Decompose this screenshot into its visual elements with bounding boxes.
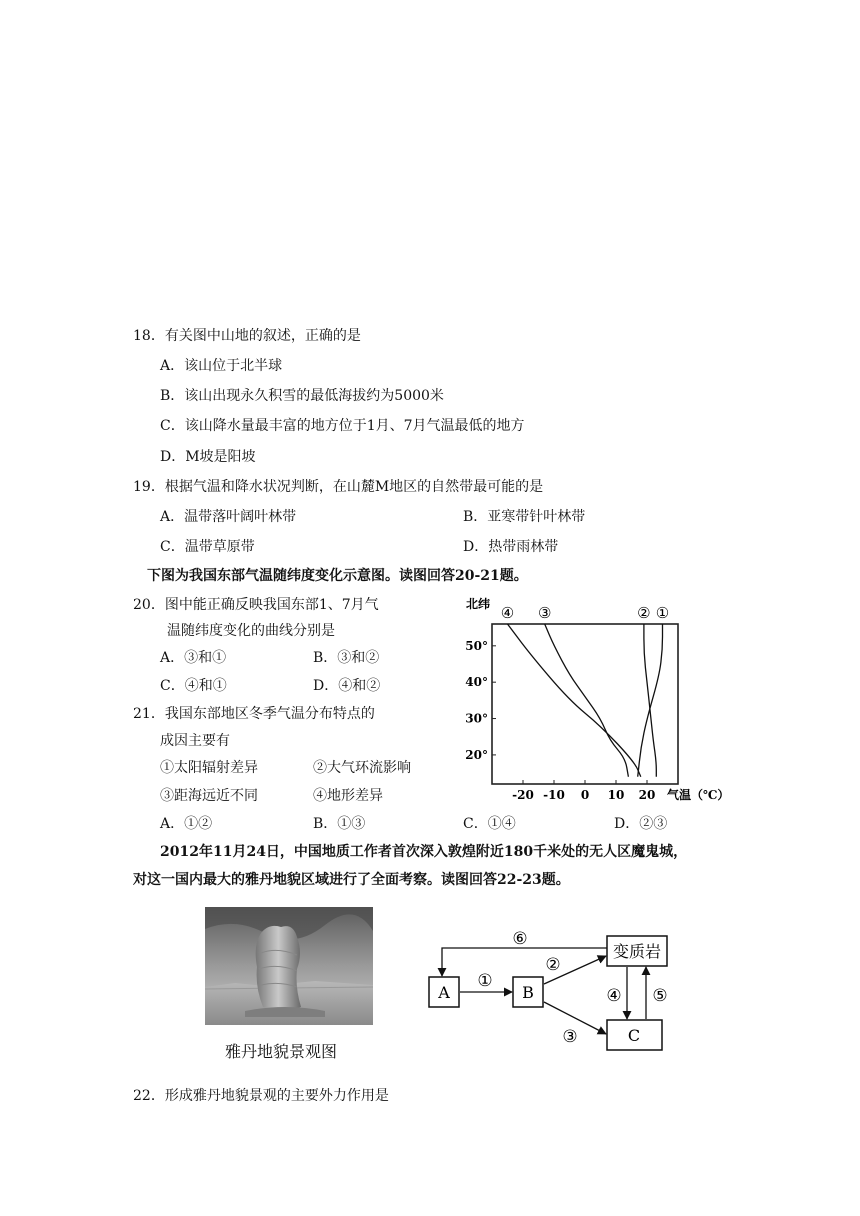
photo-caption: 雅丹地貌景观图: [225, 1042, 338, 1061]
chart-y-axis-label: 北纬: [466, 597, 491, 611]
series-line-2: [545, 624, 629, 777]
intro-22-23-line1: 2012年11月24日，中国地质工作者首次深入敦煌附近180千米处的无人区魔鬼城，: [160, 844, 688, 860]
q21-choice-1: ①太阳辐射差异: [160, 760, 258, 776]
x-tick-label-1: -10: [543, 788, 565, 802]
q20-option-b: B．③和②: [313, 650, 380, 666]
series-label-4: ①: [655, 604, 670, 622]
chart-frame: [492, 624, 678, 784]
q21-choice-2: ②大气环流影响: [313, 760, 411, 776]
q20-option-c: C．④和①: [160, 678, 227, 694]
arrow-4-label: ④: [606, 986, 622, 1006]
q21-choice-3: ③距海远近不同: [160, 788, 258, 804]
node-c-label: C: [627, 1026, 641, 1045]
x-tick-label-4: 20: [638, 788, 656, 802]
yardang-landform-photo: [205, 907, 373, 1025]
q21-option-b: B．①③: [313, 816, 366, 832]
q21-option-c: C．①④: [463, 816, 516, 832]
y-tick-label-1: 30°: [465, 711, 488, 726]
node-metamorphic-label: 变质岩: [612, 942, 662, 961]
q19-option-b: B．亚寒带针叶林带: [463, 509, 586, 525]
arrow-1-label: ①: [477, 971, 493, 991]
node-b-label: B: [522, 983, 534, 1002]
q19-stem: 19．根据气温和降水状况判断，在山麓M地区的自然带最可能的是: [133, 479, 544, 495]
q21-stem-line1: 21．我国东部地区冬季气温分布特点的: [133, 706, 375, 722]
y-tick-label-0: 20°: [465, 747, 488, 762]
q20-stem-line1: 20．图中能正确反映我国东部1、7月气: [133, 597, 379, 613]
q20-stem-line2: 温随纬度变化的曲线分别是: [167, 623, 335, 639]
q20-option-d: D．④和②: [313, 678, 381, 694]
node-a-label: A: [438, 983, 450, 1002]
q20-option-a: A．③和①: [160, 650, 227, 666]
temperature-latitude-chart: [455, 596, 730, 806]
q18-stem: 18．有关图中山地的叙述，正确的是: [133, 328, 361, 344]
rock-cycle-diagram: [420, 918, 680, 1058]
q19-option-c: C．温带草原带: [160, 539, 255, 555]
series-label-2: ③: [537, 604, 552, 622]
x-tick-label-3: 10: [607, 788, 625, 802]
arrow-2-label: ②: [545, 955, 561, 975]
series-line-3: [644, 624, 656, 777]
series-label-3: ②: [637, 604, 651, 622]
q18-option-a: A．该山位于北半球: [160, 358, 283, 374]
q22-stem: 22．形成雅丹地貌景观的主要外力作用是: [133, 1088, 389, 1104]
x-tick-label-2: 0: [580, 788, 590, 802]
chart-x-axis-label: 气温（℃）: [667, 788, 730, 802]
y-tick-label-3: 50°: [465, 638, 488, 653]
q18-option-d: D．M坡是阳坡: [160, 449, 256, 465]
y-tick-label-2: 40°: [465, 675, 488, 690]
series-label-1: ④: [500, 604, 515, 622]
q18-option-c: C．该山降水量最丰富的地方位于1月、7月气温最低的地方: [160, 418, 525, 434]
series-line-4: [638, 624, 663, 777]
arrow-6: [442, 948, 607, 976]
q21-choice-4: ④地形差异: [313, 788, 383, 804]
q19-option-d: D．热带雨林带: [463, 539, 559, 555]
arrow-5-label: ⑤: [652, 986, 668, 1006]
q21-option-a: A．①②: [160, 816, 213, 832]
q21-option-d: D．②③: [614, 816, 668, 832]
arrow-3-label: ③: [562, 1027, 578, 1047]
q21-stem-line2: 成因主要有: [160, 733, 230, 749]
x-tick-label-0: -20: [512, 788, 534, 802]
intro-22-23-line2: 对这一国内最大的雅丹地貌区域进行了全面考察。读图回答22-23题。: [133, 872, 570, 888]
intro-20-21: 下图为我国东部气温随纬度变化示意图。读图回答20-21题。: [147, 568, 528, 584]
arrow-6-label: ⑥: [512, 929, 528, 949]
q19-option-a: A．温带落叶阔叶林带: [160, 509, 297, 525]
q18-option-b: B．该山出现永久积雪的最低海拔约为5000米: [160, 388, 444, 404]
